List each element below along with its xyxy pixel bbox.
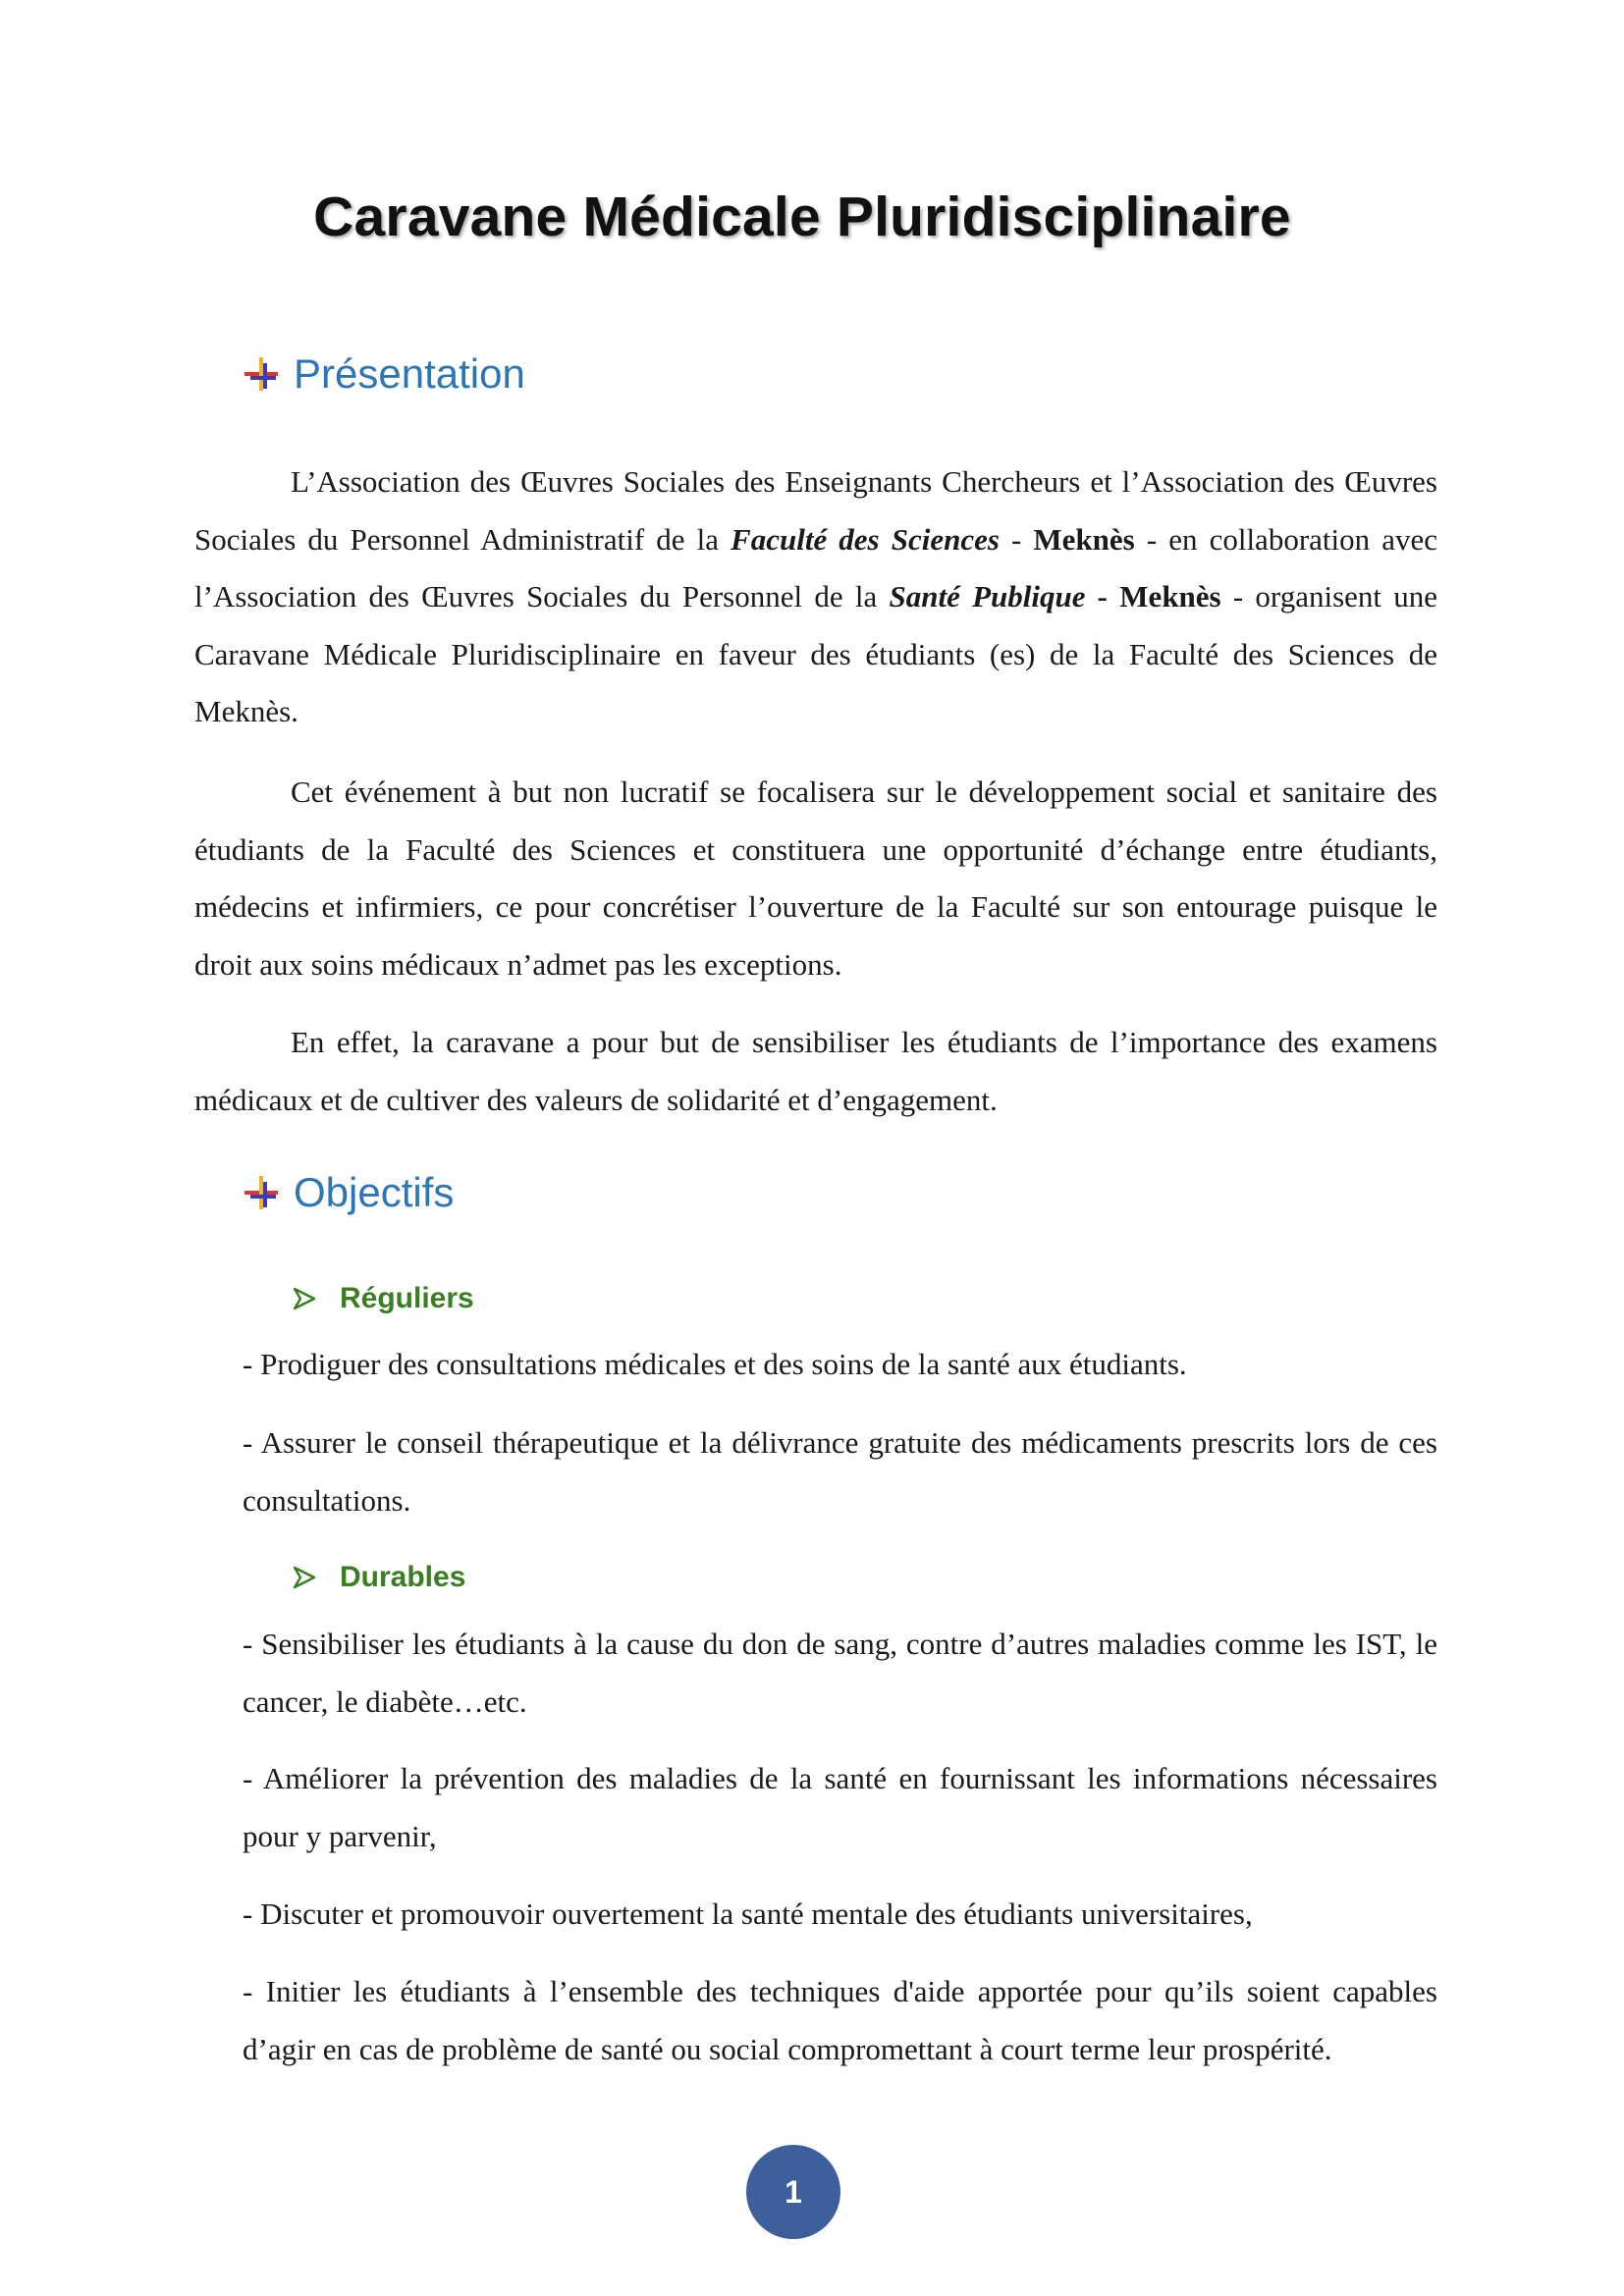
city-name: Meknès: [1119, 579, 1221, 614]
section-heading-presentation: [243, 350, 525, 398]
presentation-paragraph-1: L’Association des Œuvres Sociales des Enseignants Chercheurs et l’Association des Œuvres Sociales du Personnel Administratif de la Faculté des Sciences - Meknès - en collaboration avec l’Association des Œuvres Sociales du Personnel de la Santé Publique - Meknès - organisent une Caravane Médicale Pluridisciplinaire en faveur des étudiants (es) de la Faculté des Sciences de Meknès.: [194, 464, 1438, 728]
page-title: Caravane Médicale Pluridisciplinaire: [313, 186, 1291, 248]
section-heading-label: Présentation: [294, 350, 525, 397]
subheading-label: Réguliers: [340, 1282, 474, 1314]
arrow-right-icon: [293, 1566, 316, 1589]
cross-bullet-icon: [243, 355, 280, 393]
public-health-name: Santé Publique -: [889, 579, 1109, 614]
list-item: - Prodiguer des consultations médicales et des soins de la santé aux étudiants.: [243, 1347, 1187, 1381]
list-item: - Sensibiliser les étudiants à la cause du don de sang, contre d’autres maladies comme les IST, le cancer, le diabète…etc.: [243, 1627, 1437, 1719]
city-name: Meknès: [1033, 521, 1135, 557]
list-item: - Assurer le conseil thérapeutique et la délivrance gratuite des médicaments prescrits lors de ces consultations.: [243, 1425, 1437, 1518]
presentation-paragraph-3: En effet, la caravane a pour but de sensibiliser les étudiants de l’importance des examens médicaux et de cultiver des valeurs de solidarité et d’engagement.: [194, 1025, 1437, 1117]
list-item: - Initier les étudiants à l’ensemble des techniques d'aide apportée pour qu’ils soient capables d’agir en cas de problème de santé ou social compromettant à court terme leur prospérité.: [243, 1974, 1437, 2066]
list-item: - Discuter et promouvoir ouvertement la santé mentale des étudiants universitaires,: [243, 1896, 1253, 1931]
list-item: - Améliorer la prévention des maladies de la santé en fournissant les informations nécessaires pour y parvenir,: [243, 1761, 1437, 1853]
section-heading-label: Objectifs: [294, 1169, 455, 1215]
arrow-right-icon: [293, 1287, 316, 1310]
cross-bullet-icon: [243, 1174, 280, 1211]
faculty-name: Faculté des Sciences: [731, 521, 1000, 557]
subheading-reguliers: [293, 1282, 474, 1315]
presentation-paragraph-2: Cet événement à but non lucratif se focalisera sur le développement social et sanitaire des étudiants de la Faculté des Sciences et constituera une opportunité d’échange entre étudiants, médecins et infirmiers, ce pour concrétiser l’ouverture de la Faculté sur son entourage puisque le droit aux soins médicaux n’admet pas les exceptions.: [194, 774, 1437, 982]
subheading-label: Durables: [340, 1561, 466, 1593]
section-heading-objectifs: [243, 1169, 454, 1216]
page-number-badge: 1: [746, 2145, 840, 2239]
subheading-durables: [293, 1561, 465, 1594]
